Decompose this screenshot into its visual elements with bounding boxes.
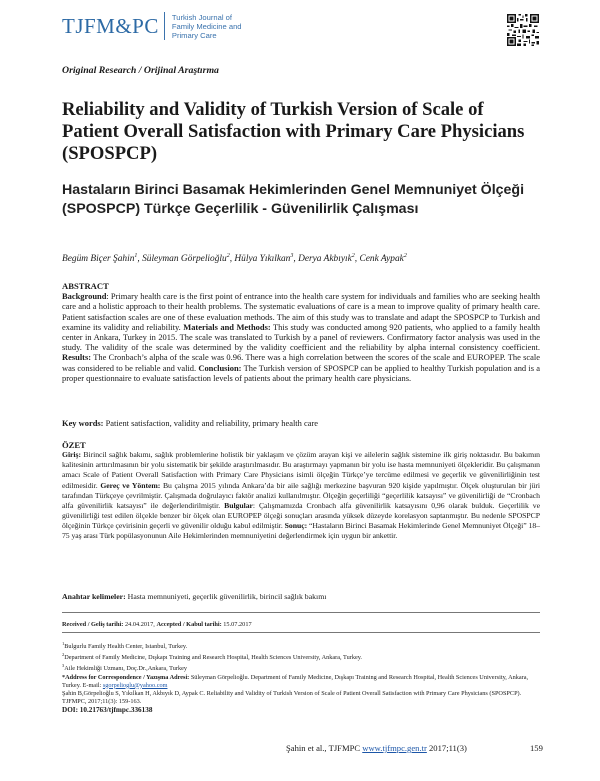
affiliation-mark: 3 — [62, 663, 65, 669]
journal-name-line: Primary Care — [171, 30, 217, 40]
citation: Şahin B,Görpelioğlu S, Yıkılkan H, Akbıyık D, Aypak C. Reliability and Validity of Turkish Version of Scale of Patient Overall Satisfaction with Primary Care Physicians (SPOSPCP). TJFMPC, 2017;11(3): 159-163. — [62, 689, 522, 705]
author-affiliation-mark: 2 — [351, 253, 355, 259]
abstract-results-text: The Cronbach’s alpha of the scale was 0.96. There was a high correlation between the scores of the scale and EUROPEP. The scale was considered to be reliable and valid. — [62, 352, 540, 373]
author-name: Begüm Biçer Şahin — [62, 254, 135, 265]
author-name: Derya Akbıyık — [298, 254, 352, 265]
keywords-label: Key words: — [62, 418, 104, 428]
divider — [62, 632, 540, 633]
ozet-gerec-label: Gereç ve Yöntem: — [100, 480, 161, 490]
correspondence-email-link[interactable]: sgorpelioglu@yahoo.com — [102, 681, 168, 689]
divider — [62, 612, 540, 613]
correspondence — [62, 674, 540, 690]
journal-logo — [62, 12, 262, 40]
affiliation-mark: 2 — [62, 652, 65, 658]
ozet-body — [62, 450, 540, 541]
author-affiliation-mark: 2 — [226, 253, 230, 259]
author-name: Cenk Aypak — [359, 254, 404, 265]
page-footer — [286, 743, 467, 753]
ozet-giris-text: Birincil sağlık bakımı, sağlık problemlerine holistik bir yaklaşım ve çözüm arayan kişi ve ailelerin sağlık sistemine ilk giriş noktasıdır. Bu bakımın kalitesinin arttırılmasının bir yolu sistematik bir şekilde araştırılmasıdır. Bu araştırmayı yapmanın bir yolu ise hasta memnuniyeti ölçekleridir. Bu çalışmanın amacı Scale of Patient Overall Satisfaction with Primary Care Physicians isimli ölçeğin Türkçe’ye tercüme edilmesi ve geçerlik ve güvenilirliğinin test edilmesidir. — [62, 450, 540, 490]
accepted-label: Accepted / Kabul tarihi: — [156, 621, 222, 628]
author-name: Hülya Yıkılkan — [234, 254, 291, 265]
abstract-section — [62, 281, 540, 383]
ozet-bulgular-label: Bulgular — [224, 500, 253, 510]
abstract-heading: ABSTRACT — [62, 281, 109, 291]
ozet-bulgular-text: : Çalışmamızda Cronbach alfa güvenilirlik katsayısını 0,96 olarak bulduk. Geçerlilik ve güvenilirliği test edilen ölçekle benzer bir ölçek olan EUROPEP ölçeği sonuçları arasında yüksek düzeyde korelasyon saptanmıştır. Bu nedenle SPOSPCP ölçeğinin Türkçe çevirisinin geçerli ve güvenilir olduğu kabul edilmiştir. — [62, 500, 540, 531]
affiliation — [62, 651, 540, 662]
article-type: Original Research / Orijinal Araştırma — [62, 65, 219, 76]
keywords-text: Patient satisfaction, validity and reliability, primary health care — [103, 418, 319, 428]
footer-left: Şahin et al., TJFMPC — [286, 743, 363, 753]
article-dates — [62, 621, 252, 629]
abstract-results-label: Results: — [62, 352, 92, 363]
affiliation-text: Aile Hekimliği Uzmanı, Doç.Dr.,Ankara, Turkey — [64, 665, 187, 673]
author-affiliation-mark: 1 — [134, 253, 138, 259]
abstract-background-text: : Primary health care is the first point of entrance into the health care system for individuals and families who are seeking health care and a holistic approach to their health problems. The systematic evaluations of care is a mean to improve quality of primary health care. Patient satisfaction scales are one of these evaluation methods. The aim of this study was to translate and adapt the SPOSPCP to Turkish and examine its validity and reliability. — [62, 291, 540, 332]
journal-logo-mark: TJFM&PC — [62, 13, 159, 38]
logo-divider — [164, 12, 165, 40]
author-list: Begüm Biçer Şahin$^1$, Süleyman Görpelioğlu$^2$, Hülya Yıkılkan$^3$, Derya Akbıyık$^2$, Cenk Aypak$^2$ — [62, 253, 407, 265]
anahtar-kelimeler — [62, 592, 540, 602]
ozet-heading: ÖZET — [62, 440, 86, 450]
keywords — [62, 418, 540, 428]
ozet-section — [62, 440, 540, 542]
page-number: 159 — [530, 743, 543, 753]
received-label: Received / Geliş tarihi: — [62, 621, 124, 628]
ozet-giris-label: Giriş: — [62, 450, 81, 460]
abstract-methods-text: This study was conducted among 920 patients, who applied to a family health center in Ankara, Turkey in 2015. The scale was translated to Turkish by a panel of reviewers. Confirmatory factor analysis was used in the study. The validity of the scale was determined by the validity coefficient and the reliability by alpha internal consistency coefficient. — [62, 321, 540, 353]
correspondence-text: Süleyman Görpelioğlu. Department of Family Medicine, Dışkapı Training and Research Hospital, Health Sciences University, Ankara, Turkey. E-mail: — [62, 673, 529, 689]
affiliation — [62, 662, 540, 673]
ozet-sonuc-label: Sonuç: — [284, 521, 308, 531]
affiliation-text: Department of Family Medicine, Dışkapı Training and Research Hospital, Health Sciences University, Ankara, Turkey. — [64, 654, 362, 662]
affiliation-mark: 1 — [62, 641, 65, 646]
journal-name-line: Family Medicine and — [171, 21, 242, 31]
qr-code-icon — [507, 14, 539, 46]
footnotes — [62, 640, 540, 714]
anahtar-text: Hasta memnuniyeti, geçerlik güvenilirlik, birincil sağlık bakımı — [125, 592, 327, 601]
journal-name — [172, 13, 262, 40]
abstract-conclusion-text: The Turkish version of SPOSPCP can be applied to healthy Turkish population and is a proper questionnaire to evaluate satisfaction levels of patients about the primary health care physicians. — [62, 362, 540, 383]
article-subtitle-turkish: Hastaların Birinci Basamak Hekimlerinden Genel Memnuniyet Ölçeği (SPOSPCP) Türkçe Geçerlilik - Güvenilirlik Çalışması — [62, 182, 525, 217]
journal-name-line: Turkish Journal of — [171, 12, 232, 22]
accepted-date: 15.07.2017 — [221, 621, 252, 628]
received-date: 24.04.2017, — [123, 621, 157, 628]
ozet-sonuc-text: “Hastaların Birinci Basamak Hekimlerinde Genel Memnuniyet Ölçeği” 18–75 yaş arası Türk popülasyonunun Aile Hekimlerinden memnuniyetini değerlendirmek için uygun bir ankettir. — [62, 521, 540, 541]
abstract-body — [62, 291, 540, 383]
abstract-methods-label: Materials and Methods: — [183, 321, 271, 332]
author-affiliation-mark: 3 — [290, 253, 294, 259]
abstract-background-label: Background — [62, 291, 107, 302]
doi: DOI: 10.21763/tjfmpc.336138 — [62, 705, 153, 714]
journal-website-link[interactable]: www.tjfmpc.gen.tr — [362, 743, 427, 753]
affiliation-text: Bulgurlu Family Health Center, Istanbul, Turkey. — [64, 643, 188, 651]
affiliation — [62, 640, 540, 651]
ozet-gerec-text: Bu çalışma 2015 yılında Ankara’da bir aile sağlığı merkezine başvuran 920 kişide yapılmıştır. Ölçek oluşturulan bir jüri tarafından Türkçeye çevrilmiştir. Çalışmada doğrulayıcı faktör analizi kullanılmıştır. Ölçeğin geçerliliği “geçerlilik katsayısı” ve güvenilirliği de “Cronbach alfa güvenilirlik katsayısı” ile değerlendirilmiştir. — [62, 480, 540, 510]
article-title: Reliability and Validity of Turkish Version of Scale of Patient Overall Satisfaction with Primary Care Physicians (SPOSPCP) — [62, 99, 525, 164]
author-affiliation-mark: 2 — [403, 253, 407, 259]
abstract-conclusion-label: Conclusion: — [198, 362, 242, 373]
correspondence-label: *Address for Correspondence / Yazışma Adresi: — [62, 673, 190, 681]
footer-right: 2017;11(3) — [426, 743, 467, 753]
author-name: Süleyman Görpelioğlu — [142, 254, 227, 265]
anahtar-label: Anahtar kelimeler: — [62, 592, 126, 601]
